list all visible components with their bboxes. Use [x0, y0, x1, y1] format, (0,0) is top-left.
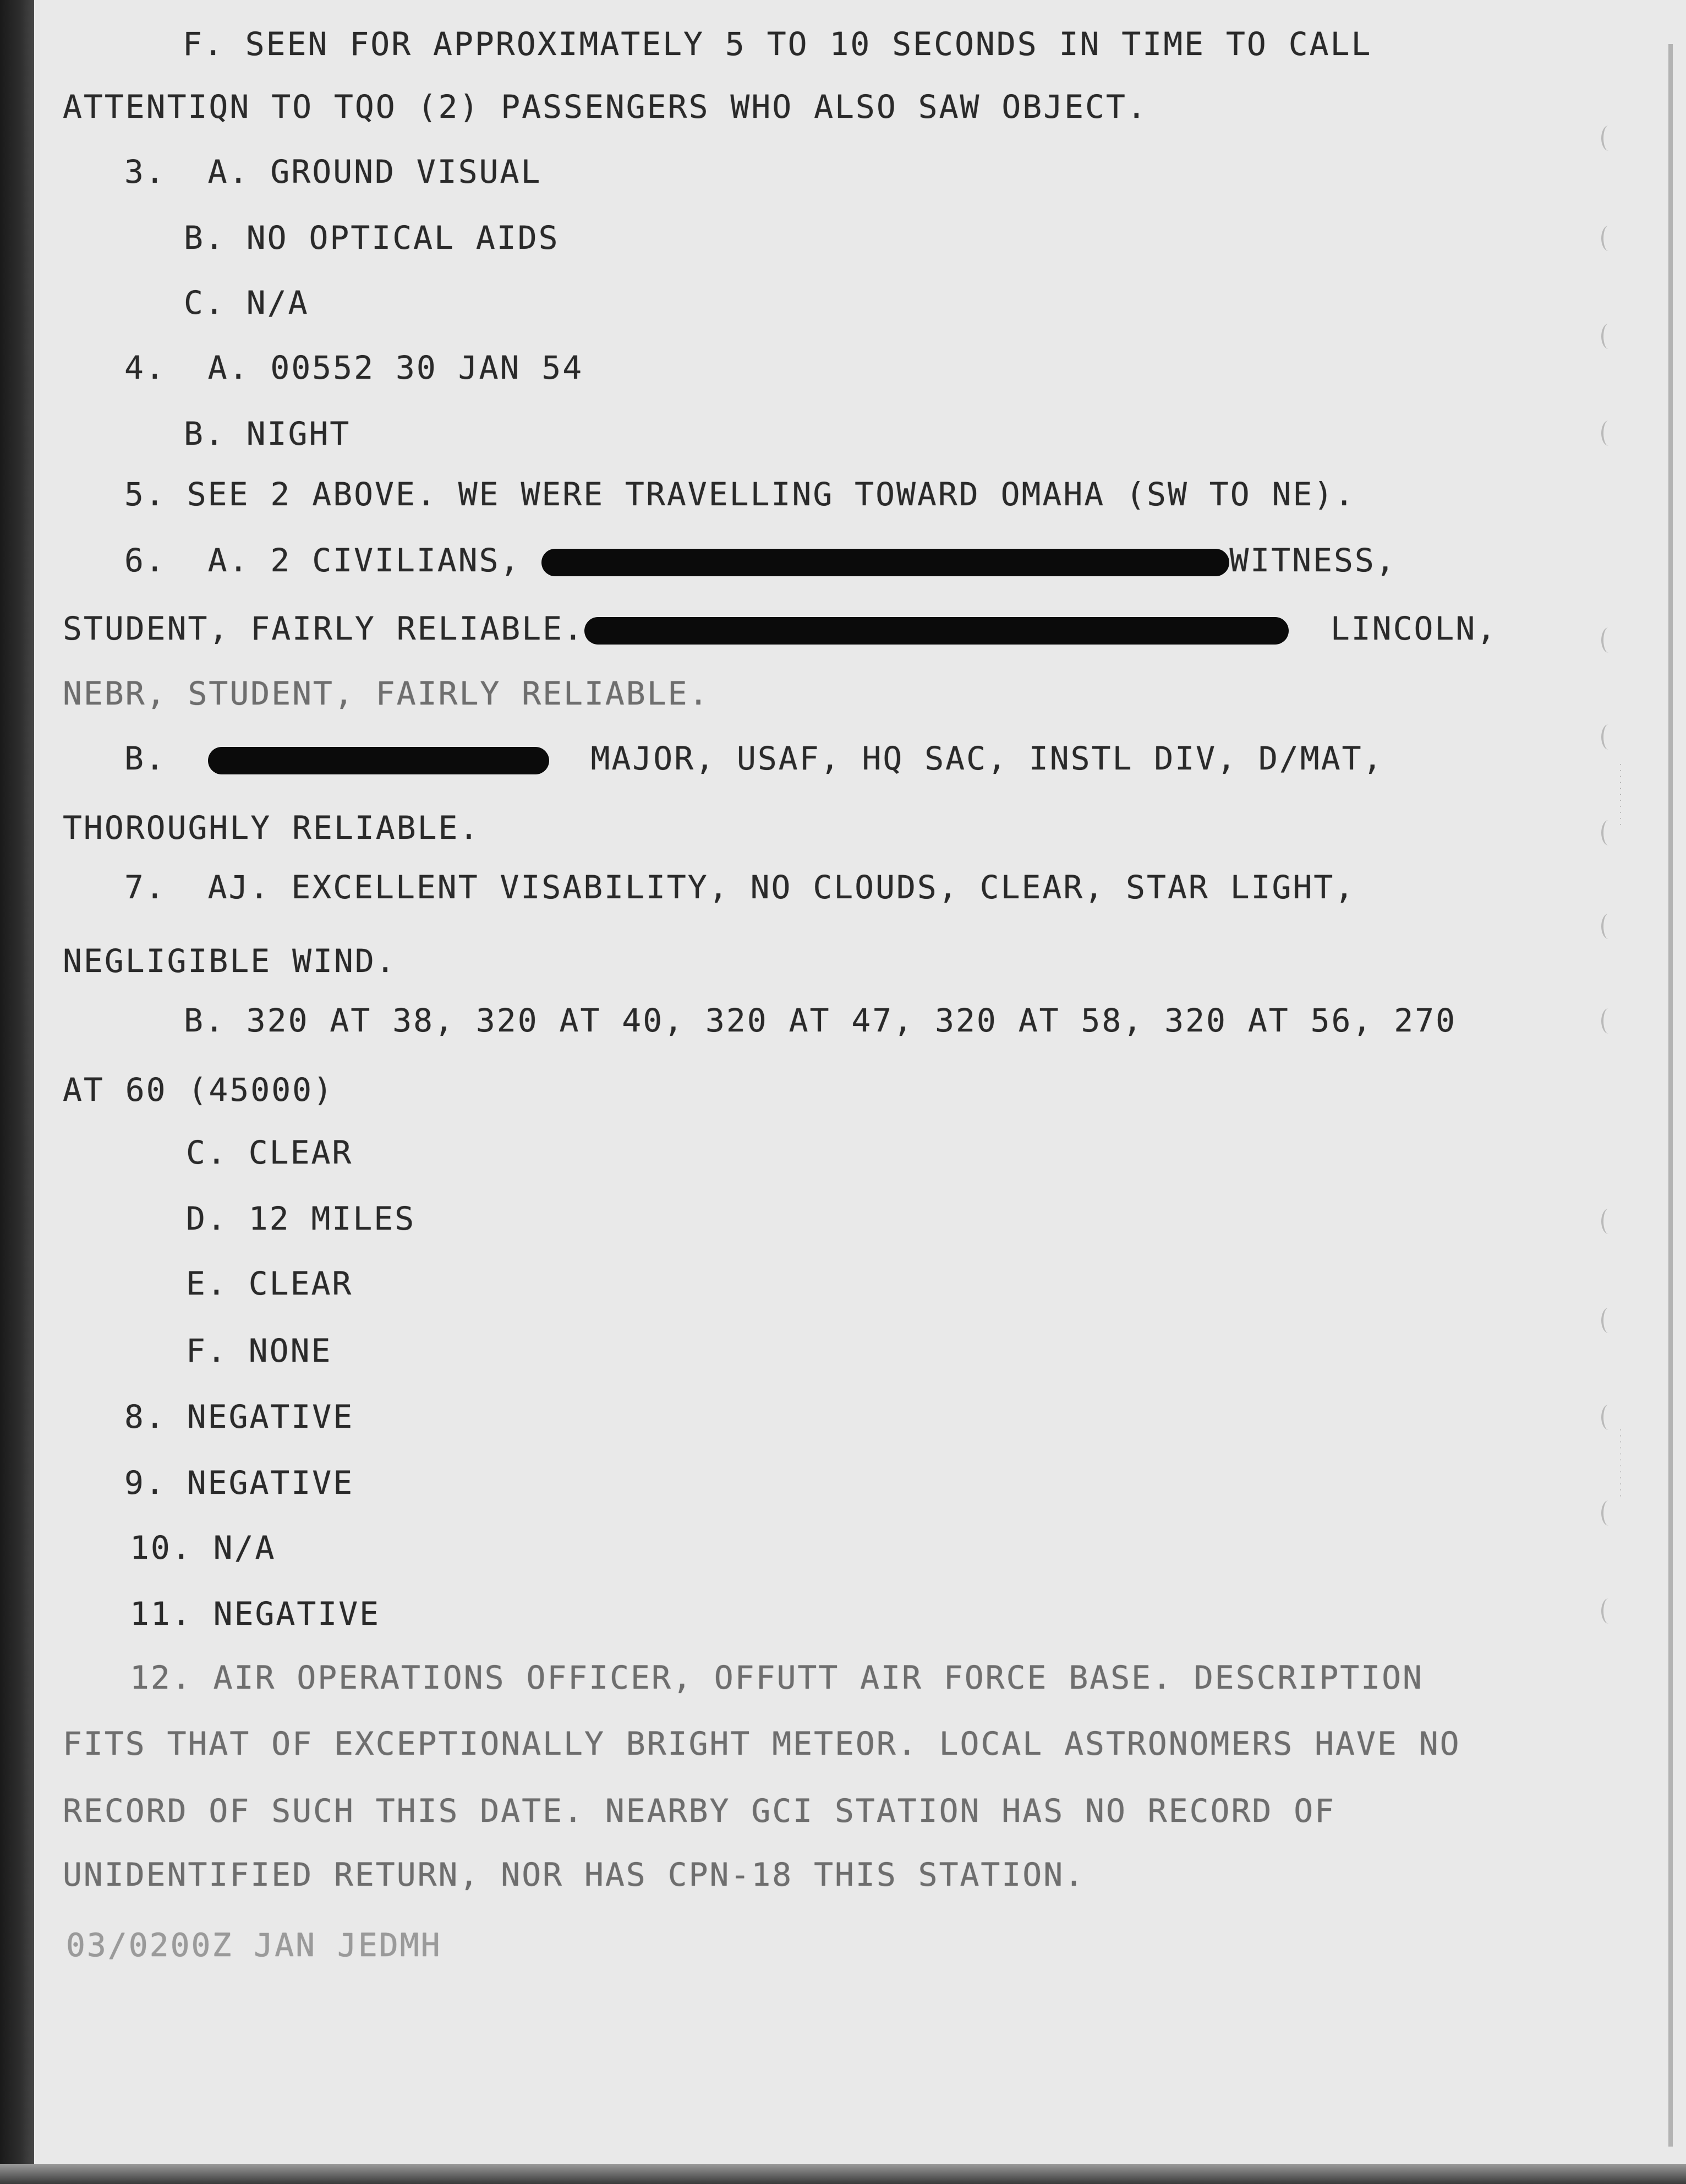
film-left-border — [0, 0, 34, 2184]
text-line-part: WITNESS, — [1229, 542, 1397, 579]
text-line-part: 6. A. 2 CIVILIANS, — [124, 542, 521, 579]
margin-punch-mark — [1601, 1500, 1616, 1526]
text-line: B. NO OPTICAL AIDS — [184, 219, 560, 256]
margin-punch-mark — [1601, 324, 1616, 349]
margin-punch-mark — [1601, 914, 1616, 939]
text-line: E. CLEAR — [186, 1265, 353, 1302]
message-footer: 03/0200Z JAN JEDMH — [66, 1926, 442, 1964]
text-line: C. CLEAR — [186, 1134, 353, 1171]
text-line-part: MAJOR, USAF, HQ SAC, INSTL DIV, D/MAT, — [590, 740, 1384, 777]
text-line: F. SEEN FOR APPROXIMATELY 5 TO 10 SECONDS IN TIME TO CALL — [183, 25, 1372, 63]
text-line: F. NONE — [186, 1332, 332, 1369]
text-line: RECORD OF SUCH THIS DATE. NEARBY GCI STATION HAS NO RECORD OF — [63, 1792, 1336, 1830]
text-line-part: STUDENT, FAIRLY RELIABLE. — [63, 610, 584, 647]
text-line: 3. A. GROUND VISUAL — [124, 153, 542, 190]
text-line: 5. SEE 2 ABOVE. WE WERE TRAVELLING TOWARD OMAHA (SW TO NE). — [124, 476, 1356, 513]
redaction-bar — [208, 747, 549, 774]
text-line: 4. A. 00552 30 JAN 54 — [124, 349, 584, 386]
text-line: B. 320 AT 38, 320 AT 40, 320 AT 47, 320 AT 58, 320 AT 56, 270 — [184, 1002, 1457, 1039]
margin-punch-mark — [1601, 1308, 1616, 1333]
margin-punch-mark — [1601, 724, 1616, 750]
margin-printer-mark: · · · · · · · · · · · — [1617, 762, 1625, 826]
margin-punch-mark — [1601, 627, 1616, 653]
text-line: 12. AIR OPERATIONS OFFICER, OFFUTT AIR FORCE BASE. DESCRIPTION — [130, 1659, 1424, 1696]
margin-punch-mark — [1601, 226, 1616, 251]
redaction-bar — [541, 549, 1229, 576]
text-line: C. N/A — [184, 284, 309, 321]
text-line: ATTENTIQN TO TQO (2) PASSENGERS WHO ALSO SAW OBJECT. — [63, 88, 1148, 125]
text-line: THOROUGHLY RELIABLE. — [63, 809, 480, 847]
margin-punch-mark — [1601, 125, 1616, 151]
margin-punch-mark — [1601, 421, 1616, 446]
document-page — [34, 0, 1686, 2184]
text-line: UNIDENTIFIED RETURN, NOR HAS CPN-18 THIS STATION. — [63, 1856, 1086, 1893]
text-line: AT 60 (45000) — [63, 1071, 334, 1109]
film-bottom-border — [0, 2164, 1686, 2184]
text-line: 11. NEGATIVE — [130, 1595, 381, 1632]
margin-punch-mark — [1601, 1209, 1616, 1234]
text-line: 8. NEGATIVE — [124, 1398, 354, 1435]
margin-punch-mark — [1601, 1598, 1616, 1624]
redaction-bar — [584, 617, 1289, 645]
text-line — [63, 610, 1497, 647]
text-line: 10. N/A — [130, 1529, 276, 1566]
text-line: D. 12 MILES — [186, 1200, 416, 1237]
text-line — [124, 542, 1397, 579]
margin-punch-mark — [1601, 820, 1616, 845]
text-line-part: B. — [124, 740, 166, 777]
text-line: NEBR, STUDENT, FAIRLY RELIABLE. — [63, 675, 710, 712]
text-line: 7. AJ. EXCELLENT VISABILITY, NO CLOUDS, CLEAR, STAR LIGHT, — [124, 869, 1356, 906]
text-line: B. NIGHT — [184, 415, 351, 452]
margin-printer-mark: · · · · · · · · · · · · — [1617, 1428, 1625, 1497]
text-line: 9. NEGATIVE — [124, 1464, 354, 1502]
text-line: FITS THAT OF EXCEPTIONALLY BRIGHT METEOR. LOCAL ASTRONOMERS HAVE NO — [63, 1725, 1461, 1762]
margin-punch-mark — [1601, 1008, 1616, 1034]
right-margin-rule — [1668, 44, 1673, 2147]
text-line — [124, 740, 1383, 777]
text-line-part: LINCOLN, — [1330, 610, 1498, 647]
margin-punch-mark — [1601, 1405, 1616, 1430]
text-line: NEGLIGIBLE WIND. — [63, 942, 397, 980]
